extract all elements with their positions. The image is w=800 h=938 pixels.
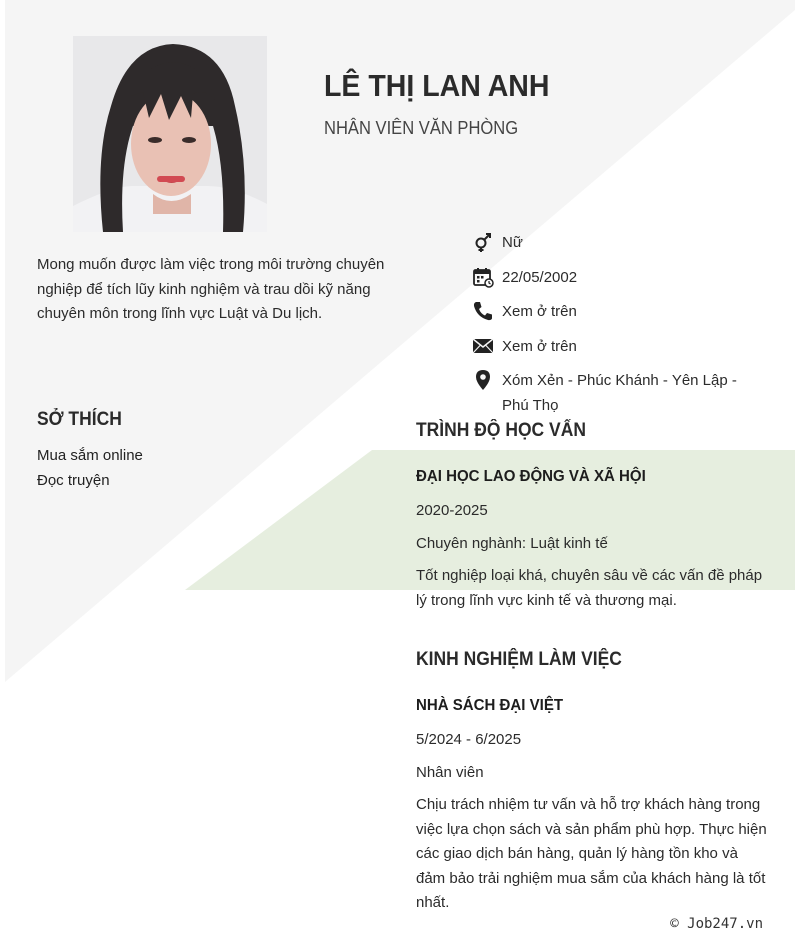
email-icon: [472, 335, 494, 357]
hobby-item: Đọc truyện: [37, 472, 110, 489]
email-value: Xem ở trên: [502, 337, 577, 355]
education-description: Tốt nghiệp loại khá, chuyên sâu về các vấn đề pháp lý trong lĩnh vực kinh tế và thương mại.: [416, 567, 763, 609]
education-title: TRÌNH ĐỘ HỌC VẤN: [416, 420, 586, 441]
location-icon: [472, 369, 494, 391]
job-title: NHÂN VIÊN VĂN PHÒNG: [324, 118, 519, 138]
candidate-name: LÊ THỊ LAN ANH: [324, 68, 550, 103]
hobbies-list: [37, 443, 337, 493]
experience-section: [416, 649, 776, 916]
contact-email: [472, 335, 742, 360]
phone-value: Xem ở trên: [502, 303, 577, 320]
gender-icon: [472, 231, 494, 253]
education-major: Chuyên nghành: Luật kinh tế: [416, 535, 608, 552]
experience-position: Nhân viên: [416, 764, 484, 781]
career-objective: Mong muốn được làm việc trong môi trường chuyên nghiệp để tích lũy kinh nghiệm và trau dồi kỹ năng chuyên môn trong lĩnh vực Luật và Du lịch.: [37, 256, 385, 322]
experience-description: Chịu trách nhiệm tư vấn và hỗ trợ khách hàng trong việc lựa chọn sách và sản phẩm phù hợp. Thực hiện các giao dịch bán hàng, quản lý hàng tồn kho và đảm bảo trải nghiệm mua sắm của khách hàng là tốt nhất.: [416, 796, 767, 911]
contact-birthday: [472, 266, 742, 291]
company-name: NHÀ SÁCH ĐẠI VIỆT: [416, 697, 564, 714]
gender-value: Nữ: [502, 234, 523, 251]
hobbies-section: [37, 409, 337, 493]
contact-info: [472, 231, 742, 428]
birthday-value: 22/05/2002: [502, 268, 578, 286]
footer-credit[interactable]: © Job247.vn: [670, 916, 763, 932]
calendar-icon: [472, 266, 494, 288]
experience-title: KINH NGHIỆM LÀM VIỆC: [416, 649, 622, 670]
experience-period: 5/2024 - 6/2025: [416, 731, 522, 748]
contact-gender: [472, 231, 742, 256]
contact-phone: [472, 300, 742, 325]
school-name: ĐẠI HỌC LAO ĐỘNG VÀ XÃ HỘI: [416, 468, 646, 485]
education-section: [416, 420, 776, 613]
hobby-item: Mua sắm online: [37, 447, 143, 464]
address-value: Xóm Xẻn - Phúc Khánh - Yên Lập - Phú Thọ: [502, 372, 737, 414]
phone-icon: [472, 300, 494, 322]
contact-address: [472, 369, 742, 418]
profile-photo: [73, 36, 267, 232]
hobbies-title: SỞ THÍCH: [37, 409, 122, 430]
education-period: 2020-2025: [416, 502, 488, 519]
